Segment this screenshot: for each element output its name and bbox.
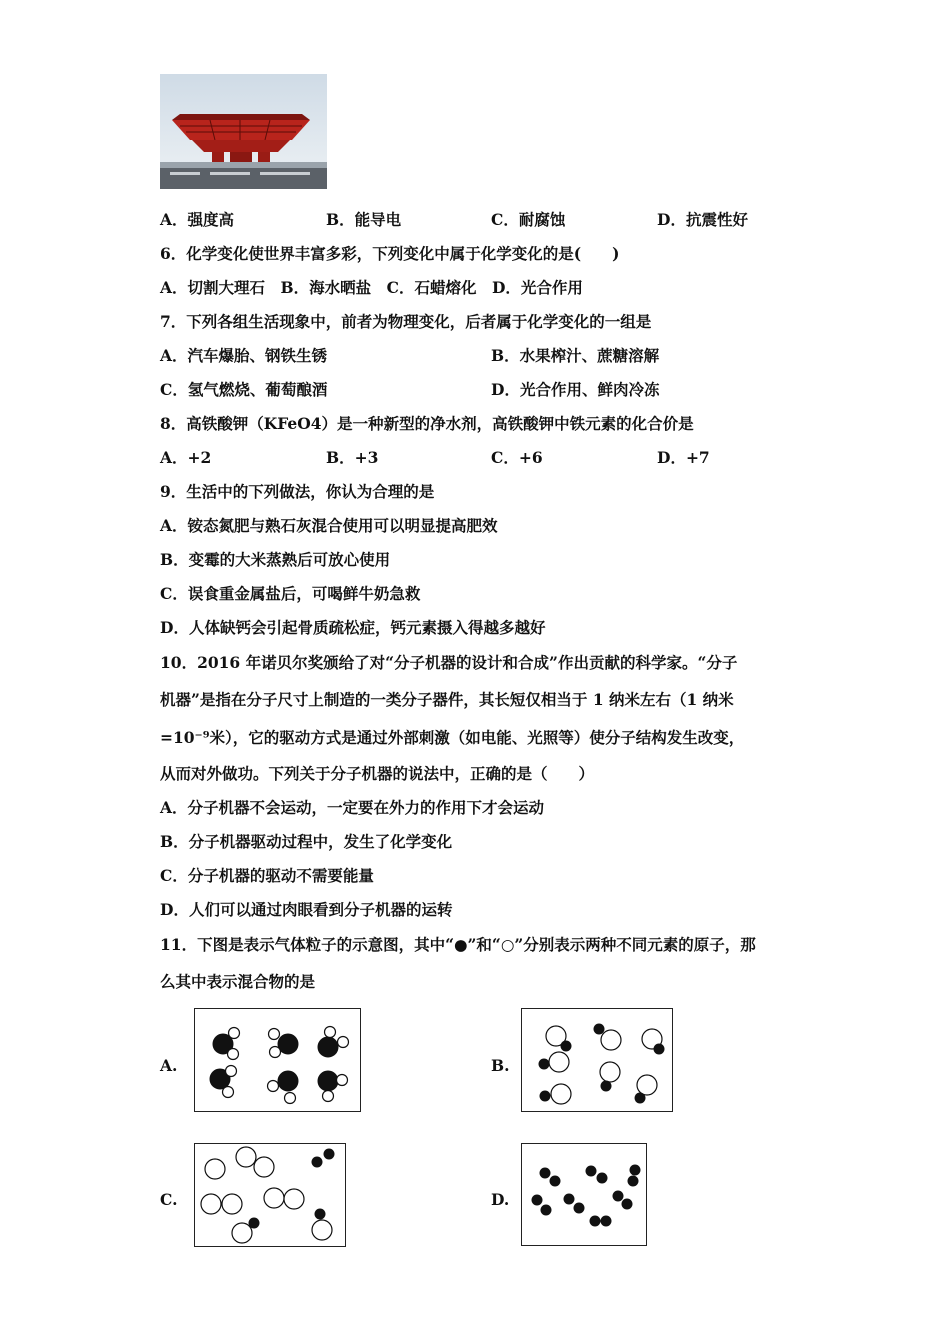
q10-option-d[interactable]: D．人们可以通过肉眼看到分子机器的运转 bbox=[160, 900, 453, 919]
q10-option-a[interactable]: A．分子机器不会运动，一定要在外力的作用下才会运动 bbox=[160, 798, 545, 817]
q9-option-a[interactable]: A．铵态氮肥与熟石灰混合使用可以明显提高肥效 bbox=[160, 516, 498, 535]
q10-stem-line-4: 从而对外做功。下列关于分子机器的说法中，正确的是（ ） bbox=[160, 764, 595, 783]
q10-option-b[interactable]: B．分子机器驱动过程中，发生了化学变化 bbox=[160, 832, 453, 851]
china-pavilion-photo bbox=[160, 74, 327, 189]
q11-diagram-a[interactable] bbox=[194, 1008, 361, 1112]
q8-option-c[interactable]: C．+6 bbox=[491, 448, 543, 467]
q8-option-a[interactable]: A．+2 bbox=[160, 448, 212, 467]
q5-option-a[interactable]: A．强度高 bbox=[160, 210, 235, 229]
q8-option-b[interactable]: B．+3 bbox=[326, 448, 379, 467]
q7-stem: 7．下列各组生活现象中，前者为物理变化，后者属于化学变化的一组是 bbox=[160, 312, 652, 331]
q10-stem-line-1: 10．2016 年诺贝尔奖颁给了对“分子机器的设计和合成”作出贡献的科学家。“分子 bbox=[160, 653, 738, 672]
q11-diagram-b[interactable] bbox=[521, 1008, 673, 1112]
q5-option-b[interactable]: B．能导电 bbox=[326, 210, 402, 229]
q7-option-a[interactable]: A．汽车爆胎、钢铁生锈 bbox=[160, 346, 328, 365]
q9-option-d[interactable]: D．人体缺钙会引起骨质疏松症，钙元素摄入得越多越好 bbox=[160, 618, 546, 637]
q8-stem: 8．高铁酸钾（KFeO4）是一种新型的净水剂，高铁酸钾中铁元素的化合价是 bbox=[160, 414, 694, 433]
q7-option-c[interactable]: C．氢气燃烧、葡萄酿酒 bbox=[160, 380, 328, 399]
q11-option-b-label[interactable]: B. bbox=[491, 1056, 510, 1075]
q5-option-c[interactable]: C．耐腐蚀 bbox=[491, 210, 566, 229]
q8-option-d[interactable]: D．+7 bbox=[657, 448, 710, 467]
q10-option-c[interactable]: C．分子机器的驱动不需要能量 bbox=[160, 866, 374, 885]
q7-option-b[interactable]: B．水果榨汁、蔗糖溶解 bbox=[491, 346, 660, 365]
q11-option-a-label[interactable]: A. bbox=[160, 1056, 178, 1075]
q11-diagram-c[interactable] bbox=[194, 1143, 346, 1247]
q9-stem: 9．生活中的下列做法，你认为合理的是 bbox=[160, 482, 435, 501]
q6-stem: 6．化学变化使世界丰富多彩，下列变化中属于化学变化的是( ) bbox=[160, 244, 620, 263]
q9-option-b[interactable]: B．变霉的大米蒸熟后可放心使用 bbox=[160, 550, 391, 569]
q10-stem-line-3: =10⁻⁹米），它的驱动方式是通过外部刺激（如电能、光照等）使分子结构发生改变， bbox=[160, 728, 745, 747]
q9-option-c[interactable]: C．误食重金属盐后，可喝鲜牛奶急救 bbox=[160, 584, 421, 603]
q11-option-d-label[interactable]: D. bbox=[491, 1190, 510, 1209]
q5-option-d[interactable]: D．抗震性好 bbox=[657, 210, 748, 229]
q7-option-d[interactable]: D．光合作用、鲜肉冷冻 bbox=[491, 380, 660, 399]
q6-options[interactable]: A．切割大理石 B．海水晒盐 C．石蜡熔化 D．光合作用 bbox=[160, 278, 583, 297]
q11-stem-line-1: 11．下图是表示气体粒子的示意图，其中“●”和“○”分别表示两种不同元素的原子，那 bbox=[160, 935, 756, 954]
q11-option-c-label[interactable]: C. bbox=[160, 1190, 178, 1209]
q11-diagram-d[interactable] bbox=[521, 1143, 647, 1246]
q10-stem-line-2: 机器”是指在分子尺寸上制造的一类分子器件，其长短仅相当于 1 纳米左右（1 纳米 bbox=[160, 690, 734, 709]
q11-stem-line-2: 么其中表示混合物的是 bbox=[160, 972, 316, 991]
